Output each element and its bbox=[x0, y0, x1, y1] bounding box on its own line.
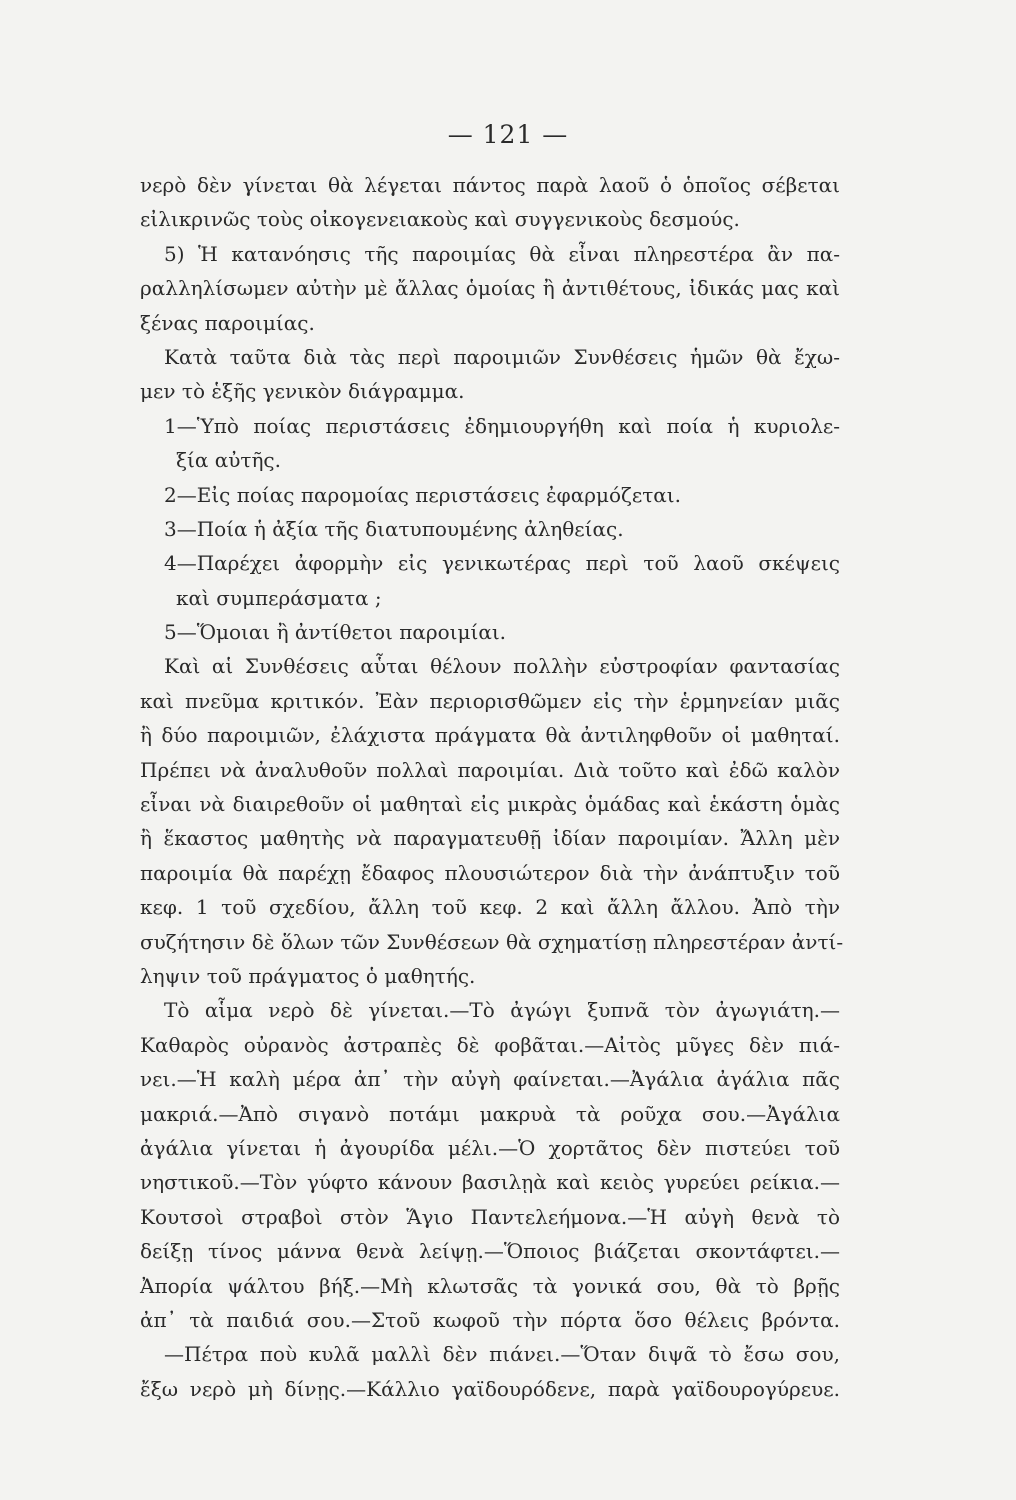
proverb-line: νει.—Ἡ καλὴ μέρα ἀπ᾽ τὴν αὐγὴ φαίνεται.—Ἀγάλια ἀγάλια πᾶς bbox=[140, 1067, 840, 1092]
proverb-line: Κουτσοὶ στραβοὶ στὸν Ἅγιο Παντελεήμονα.—Ἡ αὐγὴ θενὰ τὸ bbox=[140, 1204, 840, 1229]
proverb-line: ἀγάλια γίνεται ἡ ἀγουρίδα μέλι.—Ὁ χορτᾶτος δὲν πιστεύει τοῦ bbox=[140, 1135, 840, 1160]
text-line: Κατὰ ταῦτα διὰ τὰς περὶ παροιμιῶν Συνθέσεις ἡμῶν θὰ ἔχω- bbox=[164, 344, 840, 369]
text-line: συζήτησιν δὲ ὅλων τῶν Συνθέσεων θὰ σχηματίσῃ πληρεστέραν ἀντί- bbox=[140, 929, 844, 954]
text-line: νερὸ δὲν γίνεται θὰ λέγεται πάντος παρὰ λαοῦ ὁ ὁποῖος σέβεται bbox=[140, 173, 840, 197]
text-line: ραλληλίσωμεν αὐτὴν μὲ ἄλλας ὁμοίας ἢ ἀντιθέτους, ἰδικάς μας καὶ bbox=[140, 276, 840, 301]
text-line: 5) Ἡ κατανόησις τῆς παροιμίας θὰ εἶναι πληρεστέρα ἂν πα- bbox=[164, 241, 840, 266]
text-line: ἢ δύο παροιμιῶν, ἐλάχιστα πράγματα θὰ ἀντιληφθοῦν οἱ μαθηταί. bbox=[140, 723, 840, 748]
outline-item-5: 5—Ὅμοιαι ἢ ἀντίθετοι παροιμίαι. bbox=[164, 620, 507, 645]
outline-item-1: 1—Ὑπὸ ποίας περιστάσεις ἐδημιουργήθη καὶ ποία ἡ κυριολε- bbox=[164, 413, 840, 438]
text-line: Καὶ αἱ Συνθέσεις αὗται θέλουν πολλὴν εὐστροφίαν φαντασίας bbox=[164, 654, 840, 679]
outline-item-1-cont: ξία αὐτῆς. bbox=[176, 448, 281, 473]
proverb-line: Καθαρὸς οὐρανὸς ἀστραπὲς δὲ φοβᾶται.—Αἰτὸς μῦγες δὲν πιά- bbox=[140, 1032, 840, 1057]
text-line: ξένας παροιμίας. bbox=[140, 310, 315, 335]
outline-item-4: 4—Παρέχει ἀφορμὴν εἰς γενικωτέρας περὶ τοῦ λαοῦ σκέψεις bbox=[164, 551, 840, 576]
outline-item-3: 3—Ποία ἡ ἀξία τῆς διατυπουμένης ἀληθείας. bbox=[164, 516, 624, 541]
proverb-line: —Πέτρα ποὺ κυλᾶ μαλλὶ δὲν πιάνει.—Ὅταν διψᾶ τὸ ἔσω σου, bbox=[164, 1342, 840, 1367]
proverb-line: Ἀπορία ψάλτου βήξ.—Μὴ κλωτσᾶς τὰ γονικά σου, θὰ τὸ βρῇς bbox=[140, 1273, 840, 1298]
proverb-line: μακριά.—Ἀπὸ σιγανὸ ποτάμι μακρυὰ τὰ ροῦχα σου.—Ἀγάλια bbox=[140, 1101, 840, 1126]
proverb-line: νηστικοῦ.—Τὸν γύφτο κάνουν βασιλῃὰ καὶ κειὸς γυρεύει ρείκια.— bbox=[140, 1170, 840, 1195]
proverb-line: ἔξω νερὸ μὴ δίνῃς.—Κάλλιο γαϊδουρόδενε, παρὰ γαϊδουρογύρευε. bbox=[140, 1376, 840, 1401]
text-line: παροιμία θὰ παρέχῃ ἔδαφος πλουσιώτερον διὰ τὴν ἀνάπτυξιν τοῦ bbox=[140, 860, 840, 885]
page-number: — 121 — bbox=[447, 120, 569, 149]
text-line: κεφ. 1 τοῦ σχεδίου, ἄλλη τοῦ κεφ. 2 καὶ ἄλλη ἄλλου. Ἀπὸ τὴν bbox=[140, 895, 840, 920]
text-line: καὶ πνεῦμα κριτικόν. Ἐὰν περιορισθῶμεν εἰς τὴν ἑρμηνείαν μιᾶς bbox=[140, 688, 840, 713]
text-line: Πρέπει νὰ ἀναλυθοῦν πολλαὶ παροιμίαι. Διὰ τοῦτο καὶ ἐδῶ καλὸν bbox=[140, 757, 840, 782]
text-line: ληψιν τοῦ πράγματος ὁ μαθητής. bbox=[140, 963, 476, 988]
proverb-line: Τὸ αἷμα νερὸ δὲ γίνεται.—Τὸ ἀγώγι ξυπνᾶ τὸν ἀγωγιάτη.— bbox=[164, 998, 840, 1023]
text-line: εἶναι νὰ διαιρεθοῦν οἱ μαθηταὶ εἰς μικρὰς ὁμάδας καὶ ἑκάστη ὁμὰς bbox=[140, 792, 840, 817]
proverb-line: δείξῃ τίνος μάννα θενὰ λείψῃ.—Ὅποιος βιάζεται σκοντάφτει.— bbox=[140, 1239, 840, 1264]
outline-item-4-cont: καὶ συμπεράσματα ; bbox=[176, 585, 382, 610]
proverb-line: ἀπ᾽ τὰ παιδιά σου.—Στοῦ κωφοῦ τὴν πόρτα ὅσο θέλεις βρόντα. bbox=[140, 1307, 840, 1332]
text-line: μεν τὸ ἑξῆς γενικὸν διάγραμμα. bbox=[140, 379, 465, 404]
text-line: ἢ ἕκαστος μαθητὴς νὰ παραγματευθῇ ἰδίαν παροιμίαν. Ἄλλη μὲν bbox=[140, 826, 840, 851]
outline-item-2: 2—Εἰς ποίας παρομοίας περιστάσεις ἐφαρμόζεται. bbox=[164, 482, 681, 507]
text-line: εἰλικρινῶς τοὺς οἰκογενειακοὺς καὶ συγγενικοὺς δεσμούς. bbox=[140, 207, 740, 232]
body-text bbox=[140, 168, 844, 1406]
